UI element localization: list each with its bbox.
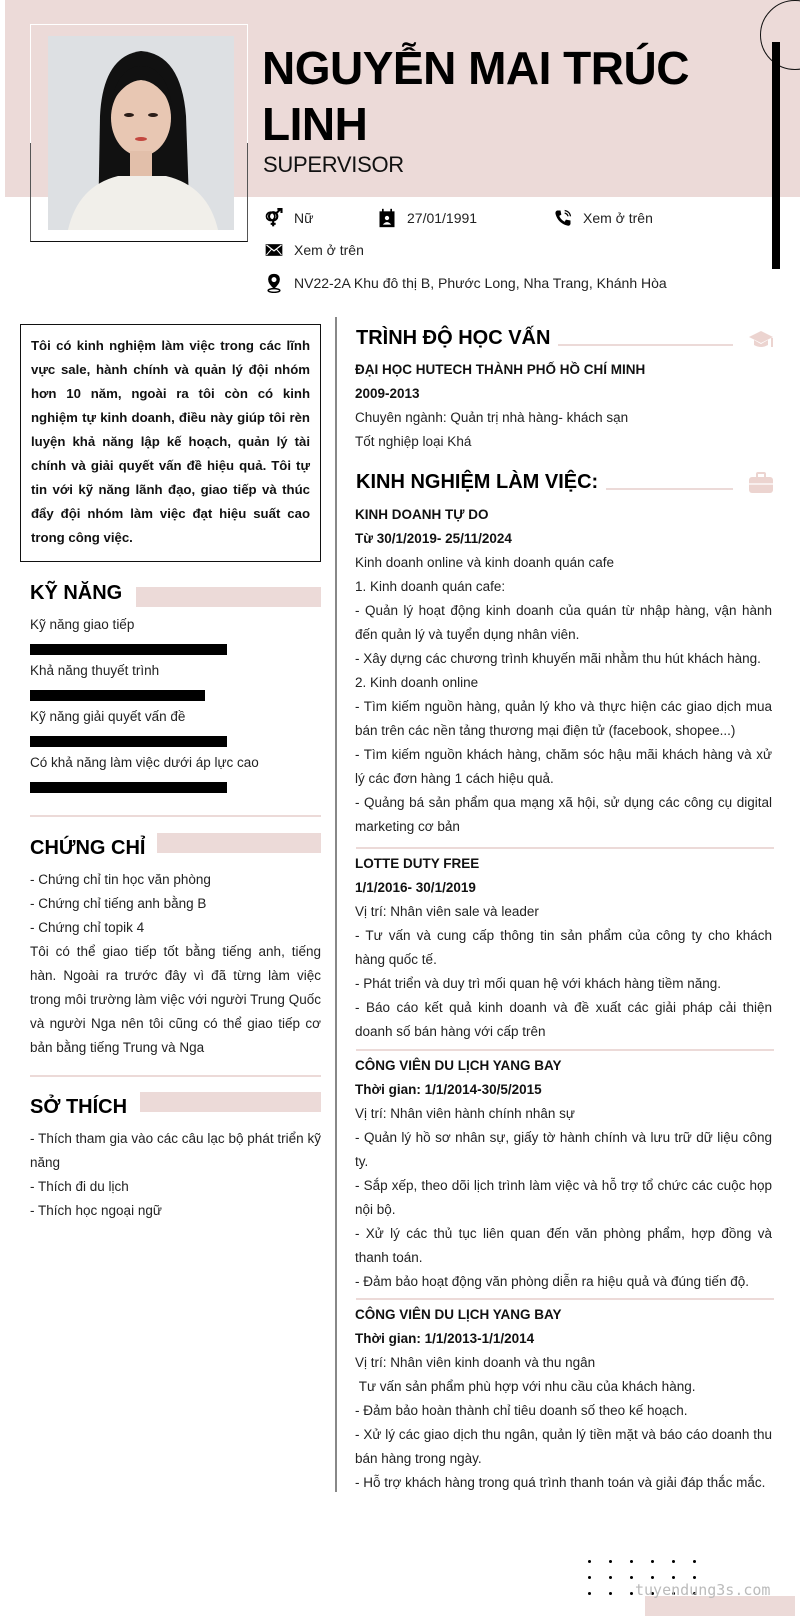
job-divider [356,847,774,849]
skill-bar [30,736,227,747]
job-line: - Đảm bảo hoàn thành chỉ tiêu doanh số theo kế hoạch. [355,1403,688,1418]
email-value: Xem ở trên [294,242,364,258]
gender-icon [264,208,284,228]
job-company: CÔNG VIÊN DU LỊCH YANG BAY [355,1058,562,1073]
job-line: Vị trí: Nhân viên hành chính nhân sự [355,1106,575,1121]
graduation-cap-icon [748,330,774,350]
candidate-name: NGUYỄN MAI TRÚC LINH [262,42,689,150]
job-entry [355,1054,772,1294]
job-entry [355,852,772,1044]
certificates-title: CHỨNG CHỈ [30,837,146,859]
hobby-item: - Thích học ngoại ngữ [30,1203,162,1218]
footer-pink-block [645,1596,795,1616]
job-line: - Hỗ trợ khách hàng trong quá trình thanh toán và giải đáp thắc mắc. [355,1475,766,1490]
mail-icon [264,240,284,260]
skill-label: Khả năng thuyết trình [30,663,160,678]
job-line: - Xây dựng các chương trình khuyến mãi nhằm thu hút khách hàng. [355,651,761,666]
education-title: TRÌNH ĐỘ HỌC VẤN [356,327,551,349]
education-block [355,358,772,454]
job-title: SUPERVISOR [263,152,404,177]
job-line: - Tìm kiếm nguồn khách hàng, chăm sóc hậu mãi khách hàng và xử lý các đơn hàng 1 cách hiệu quả. [355,747,772,786]
certificate-item: - Chứng chỉ tin học văn phòng [30,872,211,887]
job-entry [355,503,772,839]
column-divider [335,317,337,1492]
language-note: Tôi có thể giao tiếp tốt bằng tiếng anh, tiếng hàn. Ngoài ra trước đây vì đã từng làm việc trong môi trường làm việc với người Trung Quốc và người Nga nên tôi cũng có thể giao tiếp cơ bản bằng tiếng Trung và Nga [30,944,321,1055]
hobbies-title: SỞ THÍCH [30,1096,128,1118]
job-line: - Quản lý hồ sơ nhân sự, giấy tờ hành chính và lưu trữ dữ liệu công ty. [355,1130,772,1169]
certificate-item: - Chứng chỉ tiếng anh bằng B [30,896,207,911]
address-value: NV22-2A Khu đô thị B, Phước Long, Nha Trang, Khánh Hòa [294,275,667,291]
skill-label: Có khả năng làm việc dưới áp lực cao [30,755,259,770]
profile-photo [48,36,234,230]
experience-title: KINH NGHIỆM LÀM VIỆC: [356,471,599,493]
hobbies-list [30,1127,321,1223]
skill-label: Kỹ năng giải quyết vấn đề [30,709,186,724]
hobby-item: - Thích tham gia vào các câu lạc bộ phát triển kỹ năng [30,1131,321,1170]
summary-box: Tôi có kinh nghiệm làm việc trong các lĩnh vực sale, hành chính và quản lý đội nhóm hơn 10 năm, ngoài ra tôi còn có kinh nghiệm tự kinh doanh, điều này giúp tôi rèn luyện khả năng lập kế hoạch, quản lý tài chính và giải quyết vấn đề hiệu quả. Tôi tự tin với kỹ năng lãnh đạo, giao tiếp và thúc đẩy đội nhóm làm việc đạt hiệu suất cao trong công việc. [20,324,321,562]
job-company: LOTTE DUTY FREE [355,856,480,871]
job-period: 1/1/2016- 30/1/2019 [355,880,476,895]
job-line: - Quảng bá sản phẩm qua mạng xã hội, sử dụng các công cụ digital marketing cơ bản [355,795,772,834]
location-icon [264,273,284,293]
job-line: - Quản lý hoạt động kinh doanh của quán từ nhập hàng, vận hành đến quản lý và tuyển dụng nhân viên. [355,603,772,642]
education-major: Chuyên ngành: Quản trị nhà hàng- khách sạn [355,410,629,425]
job-period: Từ 30/1/2019- 25/11/2024 [355,531,512,546]
phone-value: Xem ở trên [583,210,653,226]
watermark: tuyendung3s.com [635,1581,771,1599]
section-divider [30,1075,321,1077]
job-line: Tư vấn sản phẩm phù hợp với nhu cầu của khách hàng. [355,1379,696,1394]
job-entry [355,1303,772,1495]
gender-value: Nữ [294,210,314,226]
calendar-icon [377,208,397,228]
job-line: - Phát triển và duy trì mối quan hệ với khách hàng tiềm năng. [355,976,722,991]
job-divider [356,1298,774,1300]
briefcase-icon [748,472,774,494]
job-line: - Đảm bảo hoạt động văn phòng diễn ra hiệu quả và đúng tiến độ. [355,1274,750,1289]
education-years: 2009-2013 [355,386,420,401]
skill-bar [30,690,205,701]
skills-title: KỸ NĂNG [30,582,123,604]
job-line: - Báo cáo kết quả kinh doanh và đề xuất các giải pháp cải thiện doanh số bán hàng với cấp trên [355,1000,772,1039]
job-divider [356,1049,774,1051]
education-title-line [558,344,733,346]
hobby-item: - Thích đi du lịch [30,1179,129,1194]
job-period: Thời gian: 1/1/2013-1/1/2014 [355,1331,535,1346]
job-line: Kinh doanh online và kinh doanh quán cafe [355,555,614,570]
section-divider [30,815,321,817]
address-info [264,273,667,293]
skill-label: Kỹ năng giao tiếp [30,617,135,632]
job-line: 2. Kinh doanh online [355,675,479,690]
certificates-title-bar [157,833,321,853]
gender-info [264,208,313,228]
school-name: ĐẠI HỌC HUTECH THÀNH PHỐ HỒ CHÍ MINH [355,362,646,377]
job-line: - Sắp xếp, theo dõi lịch trình làm việc và hỗ trợ tổ chức các cuộc họp nội bộ. [355,1178,772,1217]
job-line: Vị trí: Nhân viên sale và leader [355,904,539,919]
decorative-bar [772,42,780,269]
hobbies-title-bar [140,1092,321,1112]
certificates-list [30,868,321,1060]
certificate-item: - Chứng chỉ topik 4 [30,920,145,935]
experience-title-line [606,488,733,490]
job-company: CÔNG VIÊN DU LỊCH YANG BAY [355,1307,562,1322]
job-line: Vị trí: Nhân viên kinh doanh và thu ngân [355,1355,596,1370]
job-period: Thời gian: 1/1/2014-30/5/2015 [355,1082,542,1097]
email-info[interactable] [264,240,364,260]
birthday-info [377,208,477,228]
skill-bar [30,644,227,655]
skills-title-bar [136,587,321,607]
skill-bar [30,782,227,793]
education-grade: Tốt nghiệp loại Khá [355,434,472,449]
job-line: 1. Kinh doanh quán cafe: [355,579,506,594]
phone-icon [553,208,573,228]
job-company: KINH DOANH TỰ DO [355,507,489,522]
job-line: - Tư vấn và cung cấp thông tin sản phẩm của công ty cho khách hàng quốc tế. [355,928,772,967]
birthday-value: 27/01/1991 [407,210,478,226]
job-line: - Tìm kiếm nguồn hàng, quản lý kho và thực hiện các giao dịch mua bán trên các nền tảng thương mại điện tử (facebook, shopee...) [355,699,772,738]
phone-info[interactable] [553,208,653,228]
job-line: - Xử lý các thủ tục liên quan đến văn phòng phẩm, hợp đồng và thanh toán. [355,1226,772,1265]
job-line: - Xử lý các giao dịch thu ngân, quản lý tiền mặt và báo cáo doanh thu bán hàng trong ngày. [355,1427,772,1466]
